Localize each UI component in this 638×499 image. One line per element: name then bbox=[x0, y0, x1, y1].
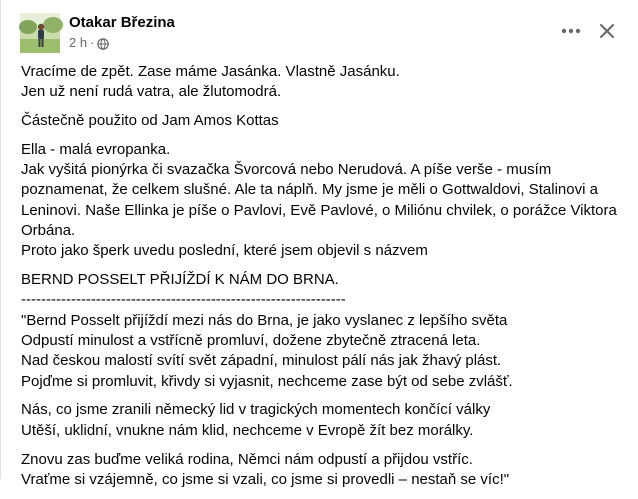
text-line: Odpustí minulost a vstřícně promluví, dožene zbytečně ztracená leta. bbox=[21, 332, 481, 350]
text-line: Proto jako šperk uvedu poslední, které jsem objevil s názvem bbox=[21, 242, 428, 260]
author-name[interactable]: Otakar Březina bbox=[69, 14, 175, 31]
separator-line: ----------------------------------------------------------------- bbox=[21, 291, 346, 309]
post-meta bbox=[69, 34, 109, 51]
text-line: Pojďme si promluvit, křivdy si vyjasnit, nechceme zase být od sebe zvlášť. bbox=[21, 372, 513, 390]
post-time[interactable]: 2 h bbox=[69, 35, 88, 50]
paragraph bbox=[21, 140, 621, 262]
text-line: Ella - malá evropanka. bbox=[21, 140, 171, 158]
text-line: "Bernd Posselt přijíždí mezi nás do Brna, je jako vyslanec z lepšího světa bbox=[21, 311, 508, 329]
text-line: Částečně použito od Jam Amos Kottas bbox=[21, 112, 279, 130]
text-line: Vraťme si vzájemně, co jsme si vzali, co jsme si provedli – nestaň se víc!" bbox=[21, 470, 510, 488]
text-line: Nás, co jsme zranili německý lid v tragických momentech končící války bbox=[21, 401, 491, 419]
text-line: Znovu zas buďme veliká rodina, Němci nám odpustí a přijdou vstříc. bbox=[21, 450, 473, 468]
more-options-button[interactable] bbox=[557, 17, 585, 45]
post-header bbox=[1, 0, 638, 60]
paragraph bbox=[21, 270, 621, 392]
text-line: Vracíme de zpět. Zase máme Jasánka. Vlastně Jasánku. bbox=[21, 63, 400, 80]
post-body bbox=[21, 62, 621, 499]
close-icon bbox=[599, 23, 615, 39]
text-line: Jen už není rudá vatra, ale žlutomodrá. bbox=[21, 83, 282, 101]
paragraph bbox=[21, 400, 621, 441]
paragraph bbox=[21, 450, 621, 491]
more-options-icon bbox=[561, 28, 581, 34]
globe-icon[interactable] bbox=[97, 37, 109, 49]
text-line: Utěší, uklidní, vnukne nám klid, nechceme v Evropě žít bez morálky. bbox=[21, 421, 474, 439]
text-line: BERND POSSELT PŘIJÍŽDÍ K NÁM DO BRNA. bbox=[21, 271, 339, 289]
avatar-photo bbox=[20, 13, 60, 53]
avatar[interactable] bbox=[20, 13, 60, 53]
paragraph bbox=[21, 62, 621, 103]
close-button[interactable] bbox=[593, 17, 621, 45]
text-line: Nad českou malostí svítí svět západní, minulost pálí nás jak žhavý plást. bbox=[21, 352, 502, 370]
meta-separator: · bbox=[90, 35, 95, 50]
paragraph bbox=[21, 111, 621, 131]
text-line: Jak vyšitá pionýrka či svazačka Švorcová nebo Nerudová. A píše verše - musím poznamenat, že celkem slušné. Ale ta náplň. My jsme je měli o Gottwaldovi, Stalinovi a Leninovi. Naše Ellinka je píše o Pavlovi, Evě Pavlové, o Miliónu chvilek, o porážce Viktora Orbána. bbox=[21, 161, 617, 240]
